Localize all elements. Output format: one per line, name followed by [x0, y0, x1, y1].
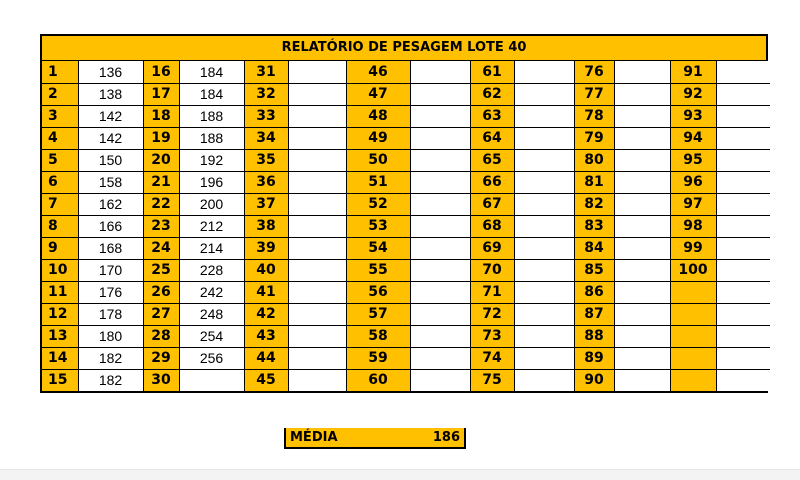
animal-number-cell: 46 [346, 61, 410, 83]
animal-number-cell: 80 [574, 149, 614, 171]
weight-cell: 242 [179, 281, 244, 303]
animal-number-cell: 20 [143, 149, 179, 171]
animal-number-cell: 28 [143, 325, 179, 347]
animal-number-cell: 94 [670, 127, 716, 149]
weight-cell: 188 [179, 105, 244, 127]
animal-number-cell: 49 [346, 127, 410, 149]
animal-number-cell: 67 [470, 193, 514, 215]
weight-cell [410, 61, 470, 83]
animal-number-cell: 14 [42, 347, 78, 369]
weight-cell [288, 193, 346, 215]
animal-number-cell: 17 [143, 83, 179, 105]
weight-cell [288, 281, 346, 303]
animal-number-cell: 50 [346, 149, 410, 171]
animal-number-cell [670, 303, 716, 325]
animal-number-cell: 100 [670, 259, 716, 281]
bottom-strip [0, 469, 800, 480]
animal-number-cell: 90 [574, 369, 614, 391]
weight-cell [410, 259, 470, 281]
weight-cell [514, 347, 574, 369]
weight-cell: 184 [179, 61, 244, 83]
animal-number-cell: 61 [470, 61, 514, 83]
weight-cell [288, 149, 346, 171]
weight-cell [514, 325, 574, 347]
animal-number-cell: 41 [244, 281, 288, 303]
weight-cell [288, 61, 346, 83]
weight-cell: 200 [179, 193, 244, 215]
weight-cell: 182 [78, 369, 143, 391]
weight-cell [614, 215, 670, 237]
animal-number-cell: 81 [574, 171, 614, 193]
animal-number-cell: 68 [470, 215, 514, 237]
animal-number-cell: 23 [143, 215, 179, 237]
animal-number-cell: 77 [574, 83, 614, 105]
weight-cell [514, 237, 574, 259]
weight-cell [614, 259, 670, 281]
animal-number-cell: 98 [670, 215, 716, 237]
animal-number-cell: 79 [574, 127, 614, 149]
animal-number-cell: 40 [244, 259, 288, 281]
animal-number-cell: 62 [470, 83, 514, 105]
animal-number-cell: 57 [346, 303, 410, 325]
weight-cell: 256 [179, 347, 244, 369]
weight-cell [288, 215, 346, 237]
weight-cell [716, 215, 770, 237]
table-row [42, 325, 770, 347]
animal-number-cell: 34 [244, 127, 288, 149]
weight-cell [410, 149, 470, 171]
animal-number-cell: 63 [470, 105, 514, 127]
weight-cell [716, 105, 770, 127]
animal-number-cell: 58 [346, 325, 410, 347]
weight-cell [614, 325, 670, 347]
animal-number-cell: 16 [143, 61, 179, 83]
weight-cell: 136 [78, 61, 143, 83]
table-row [42, 193, 770, 215]
weight-cell: 192 [179, 149, 244, 171]
animal-number-cell: 2 [42, 83, 78, 105]
animal-number-cell: 33 [244, 105, 288, 127]
animal-number-cell: 38 [244, 215, 288, 237]
weight-cell: 150 [78, 149, 143, 171]
animal-number-cell: 32 [244, 83, 288, 105]
weight-cell [514, 105, 574, 127]
weight-cell: 196 [179, 171, 244, 193]
animal-number-cell: 75 [470, 369, 514, 391]
animal-number-cell [670, 281, 716, 303]
weight-cell [288, 237, 346, 259]
animal-number-cell: 11 [42, 281, 78, 303]
table-row [42, 237, 770, 259]
animal-number-cell: 3 [42, 105, 78, 127]
weight-cell [614, 171, 670, 193]
weight-cell [410, 83, 470, 105]
table-row [42, 259, 770, 281]
weight-cell [614, 347, 670, 369]
weight-cell [514, 193, 574, 215]
table-row [42, 83, 770, 105]
animal-number-cell: 48 [346, 105, 410, 127]
animal-number-cell: 9 [42, 237, 78, 259]
animal-number-cell: 25 [143, 259, 179, 281]
weight-cell [514, 281, 574, 303]
weight-cell [288, 105, 346, 127]
weight-cell [614, 83, 670, 105]
report-title: RELATÓRIO DE PESAGEM LOTE 40 [42, 36, 766, 61]
weight-cell: 168 [78, 237, 143, 259]
weight-cell: 162 [78, 193, 143, 215]
weight-cell [410, 281, 470, 303]
animal-number-cell: 52 [346, 193, 410, 215]
animal-number-cell: 96 [670, 171, 716, 193]
weight-cell [614, 237, 670, 259]
weight-cell [288, 369, 346, 391]
animal-number-cell: 76 [574, 61, 614, 83]
weight-cell [288, 259, 346, 281]
animal-number-cell: 89 [574, 347, 614, 369]
animal-number-cell: 44 [244, 347, 288, 369]
animal-number-cell: 26 [143, 281, 179, 303]
animal-number-cell: 35 [244, 149, 288, 171]
table-row [42, 105, 770, 127]
animal-number-cell: 53 [346, 215, 410, 237]
weight-cell [410, 215, 470, 237]
weight-cell [716, 281, 770, 303]
animal-number-cell: 51 [346, 171, 410, 193]
weight-cell [410, 369, 470, 391]
animal-number-cell: 19 [143, 127, 179, 149]
animal-number-cell: 83 [574, 215, 614, 237]
animal-number-cell: 82 [574, 193, 614, 215]
weight-cell [614, 281, 670, 303]
animal-number-cell: 91 [670, 61, 716, 83]
animal-number-cell [670, 325, 716, 347]
animal-number-cell: 87 [574, 303, 614, 325]
weight-cell [614, 105, 670, 127]
weight-cell: 248 [179, 303, 244, 325]
animal-number-cell: 18 [143, 105, 179, 127]
animal-number-cell: 47 [346, 83, 410, 105]
animal-number-cell: 92 [670, 83, 716, 105]
weight-cell: 254 [179, 325, 244, 347]
animal-number-cell: 93 [670, 105, 716, 127]
weight-cell [614, 303, 670, 325]
weight-cell: 170 [78, 259, 143, 281]
weight-cell: 182 [78, 347, 143, 369]
table-row [42, 347, 770, 369]
weight-cell [288, 325, 346, 347]
animal-number-cell: 66 [470, 171, 514, 193]
weight-cell [614, 149, 670, 171]
weight-cell [614, 127, 670, 149]
animal-number-cell: 45 [244, 369, 288, 391]
weight-cell [288, 127, 346, 149]
animal-number-cell: 64 [470, 127, 514, 149]
weight-cell: 184 [179, 83, 244, 105]
table-row [42, 303, 770, 325]
animal-number-cell: 7 [42, 193, 78, 215]
weight-cell [514, 83, 574, 105]
animal-number-cell: 5 [42, 149, 78, 171]
animal-number-cell: 43 [244, 325, 288, 347]
table-row [42, 215, 770, 237]
animal-number-cell: 99 [670, 237, 716, 259]
animal-number-cell: 86 [574, 281, 614, 303]
weight-cell: 158 [78, 171, 143, 193]
animal-number-cell: 54 [346, 237, 410, 259]
animal-number-cell: 55 [346, 259, 410, 281]
weight-cell [716, 127, 770, 149]
animal-number-cell: 74 [470, 347, 514, 369]
animal-number-cell: 37 [244, 193, 288, 215]
table-row [42, 281, 770, 303]
animal-number-cell: 24 [143, 237, 179, 259]
animal-number-cell: 21 [143, 171, 179, 193]
weight-cell: 176 [78, 281, 143, 303]
weight-cell [514, 127, 574, 149]
weight-cell: 142 [78, 105, 143, 127]
animal-number-cell: 42 [244, 303, 288, 325]
animal-number-cell: 72 [470, 303, 514, 325]
weight-cell [716, 369, 770, 391]
weight-cell [288, 347, 346, 369]
weight-cell [288, 303, 346, 325]
weight-cell [514, 303, 574, 325]
animal-number-cell: 4 [42, 127, 78, 149]
weight-cell [410, 303, 470, 325]
weight-cell [514, 369, 574, 391]
average-summary [284, 428, 466, 449]
animal-number-cell: 88 [574, 325, 614, 347]
weight-cell [514, 259, 574, 281]
weight-cell [514, 171, 574, 193]
animal-number-cell [670, 369, 716, 391]
animal-number-cell: 60 [346, 369, 410, 391]
animal-number-cell: 84 [574, 237, 614, 259]
weight-cell [410, 193, 470, 215]
weight-cell [716, 259, 770, 281]
weight-cell [716, 193, 770, 215]
weights-grid [42, 61, 770, 391]
animal-number-cell: 22 [143, 193, 179, 215]
weight-cell [410, 325, 470, 347]
animal-number-cell: 1 [42, 61, 78, 83]
animal-number-cell: 85 [574, 259, 614, 281]
animal-number-cell: 13 [42, 325, 78, 347]
animal-number-cell: 95 [670, 149, 716, 171]
animal-number-cell: 8 [42, 215, 78, 237]
animal-number-cell: 29 [143, 347, 179, 369]
weight-cell: 178 [78, 303, 143, 325]
weight-cell: 228 [179, 259, 244, 281]
animal-number-cell: 65 [470, 149, 514, 171]
table-row [42, 61, 770, 83]
weighing-report-table [40, 34, 768, 393]
weight-cell [716, 171, 770, 193]
weight-cell [514, 215, 574, 237]
weight-cell [514, 61, 574, 83]
animal-number-cell: 39 [244, 237, 288, 259]
weight-cell [410, 127, 470, 149]
table-row [42, 171, 770, 193]
weight-cell [410, 237, 470, 259]
table-row [42, 127, 770, 149]
animal-number-cell: 97 [670, 193, 716, 215]
animal-number-cell: 73 [470, 325, 514, 347]
animal-number-cell: 59 [346, 347, 410, 369]
animal-number-cell: 78 [574, 105, 614, 127]
weight-cell [179, 369, 244, 391]
weight-cell [410, 347, 470, 369]
animal-number-cell: 30 [143, 369, 179, 391]
weight-cell [716, 325, 770, 347]
weight-cell: 180 [78, 325, 143, 347]
weight-cell: 142 [78, 127, 143, 149]
weight-cell [614, 369, 670, 391]
animal-number-cell: 36 [244, 171, 288, 193]
animal-number-cell: 6 [42, 171, 78, 193]
weight-cell: 166 [78, 215, 143, 237]
weight-cell [514, 149, 574, 171]
weight-cell [716, 149, 770, 171]
animal-number-cell: 71 [470, 281, 514, 303]
weight-cell [614, 193, 670, 215]
animal-number-cell: 70 [470, 259, 514, 281]
animal-number-cell: 27 [143, 303, 179, 325]
weight-cell [716, 61, 770, 83]
weight-cell [410, 105, 470, 127]
weight-cell [288, 171, 346, 193]
weight-cell [410, 171, 470, 193]
animal-number-cell: 12 [42, 303, 78, 325]
weight-cell: 212 [179, 215, 244, 237]
weight-cell [716, 303, 770, 325]
average-value: 186 [432, 430, 460, 445]
weight-cell: 214 [179, 237, 244, 259]
animal-number-cell: 31 [244, 61, 288, 83]
average-label: MÉDIA [290, 430, 338, 445]
weight-cell [716, 347, 770, 369]
weight-cell [288, 83, 346, 105]
animal-number-cell [670, 347, 716, 369]
table-row [42, 149, 770, 171]
weight-cell: 138 [78, 83, 143, 105]
weight-cell [614, 61, 670, 83]
animal-number-cell: 56 [346, 281, 410, 303]
weight-cell [716, 237, 770, 259]
weight-cell [716, 83, 770, 105]
animal-number-cell: 10 [42, 259, 78, 281]
table-row [42, 369, 770, 391]
animal-number-cell: 15 [42, 369, 78, 391]
weight-cell: 188 [179, 127, 244, 149]
animal-number-cell: 69 [470, 237, 514, 259]
